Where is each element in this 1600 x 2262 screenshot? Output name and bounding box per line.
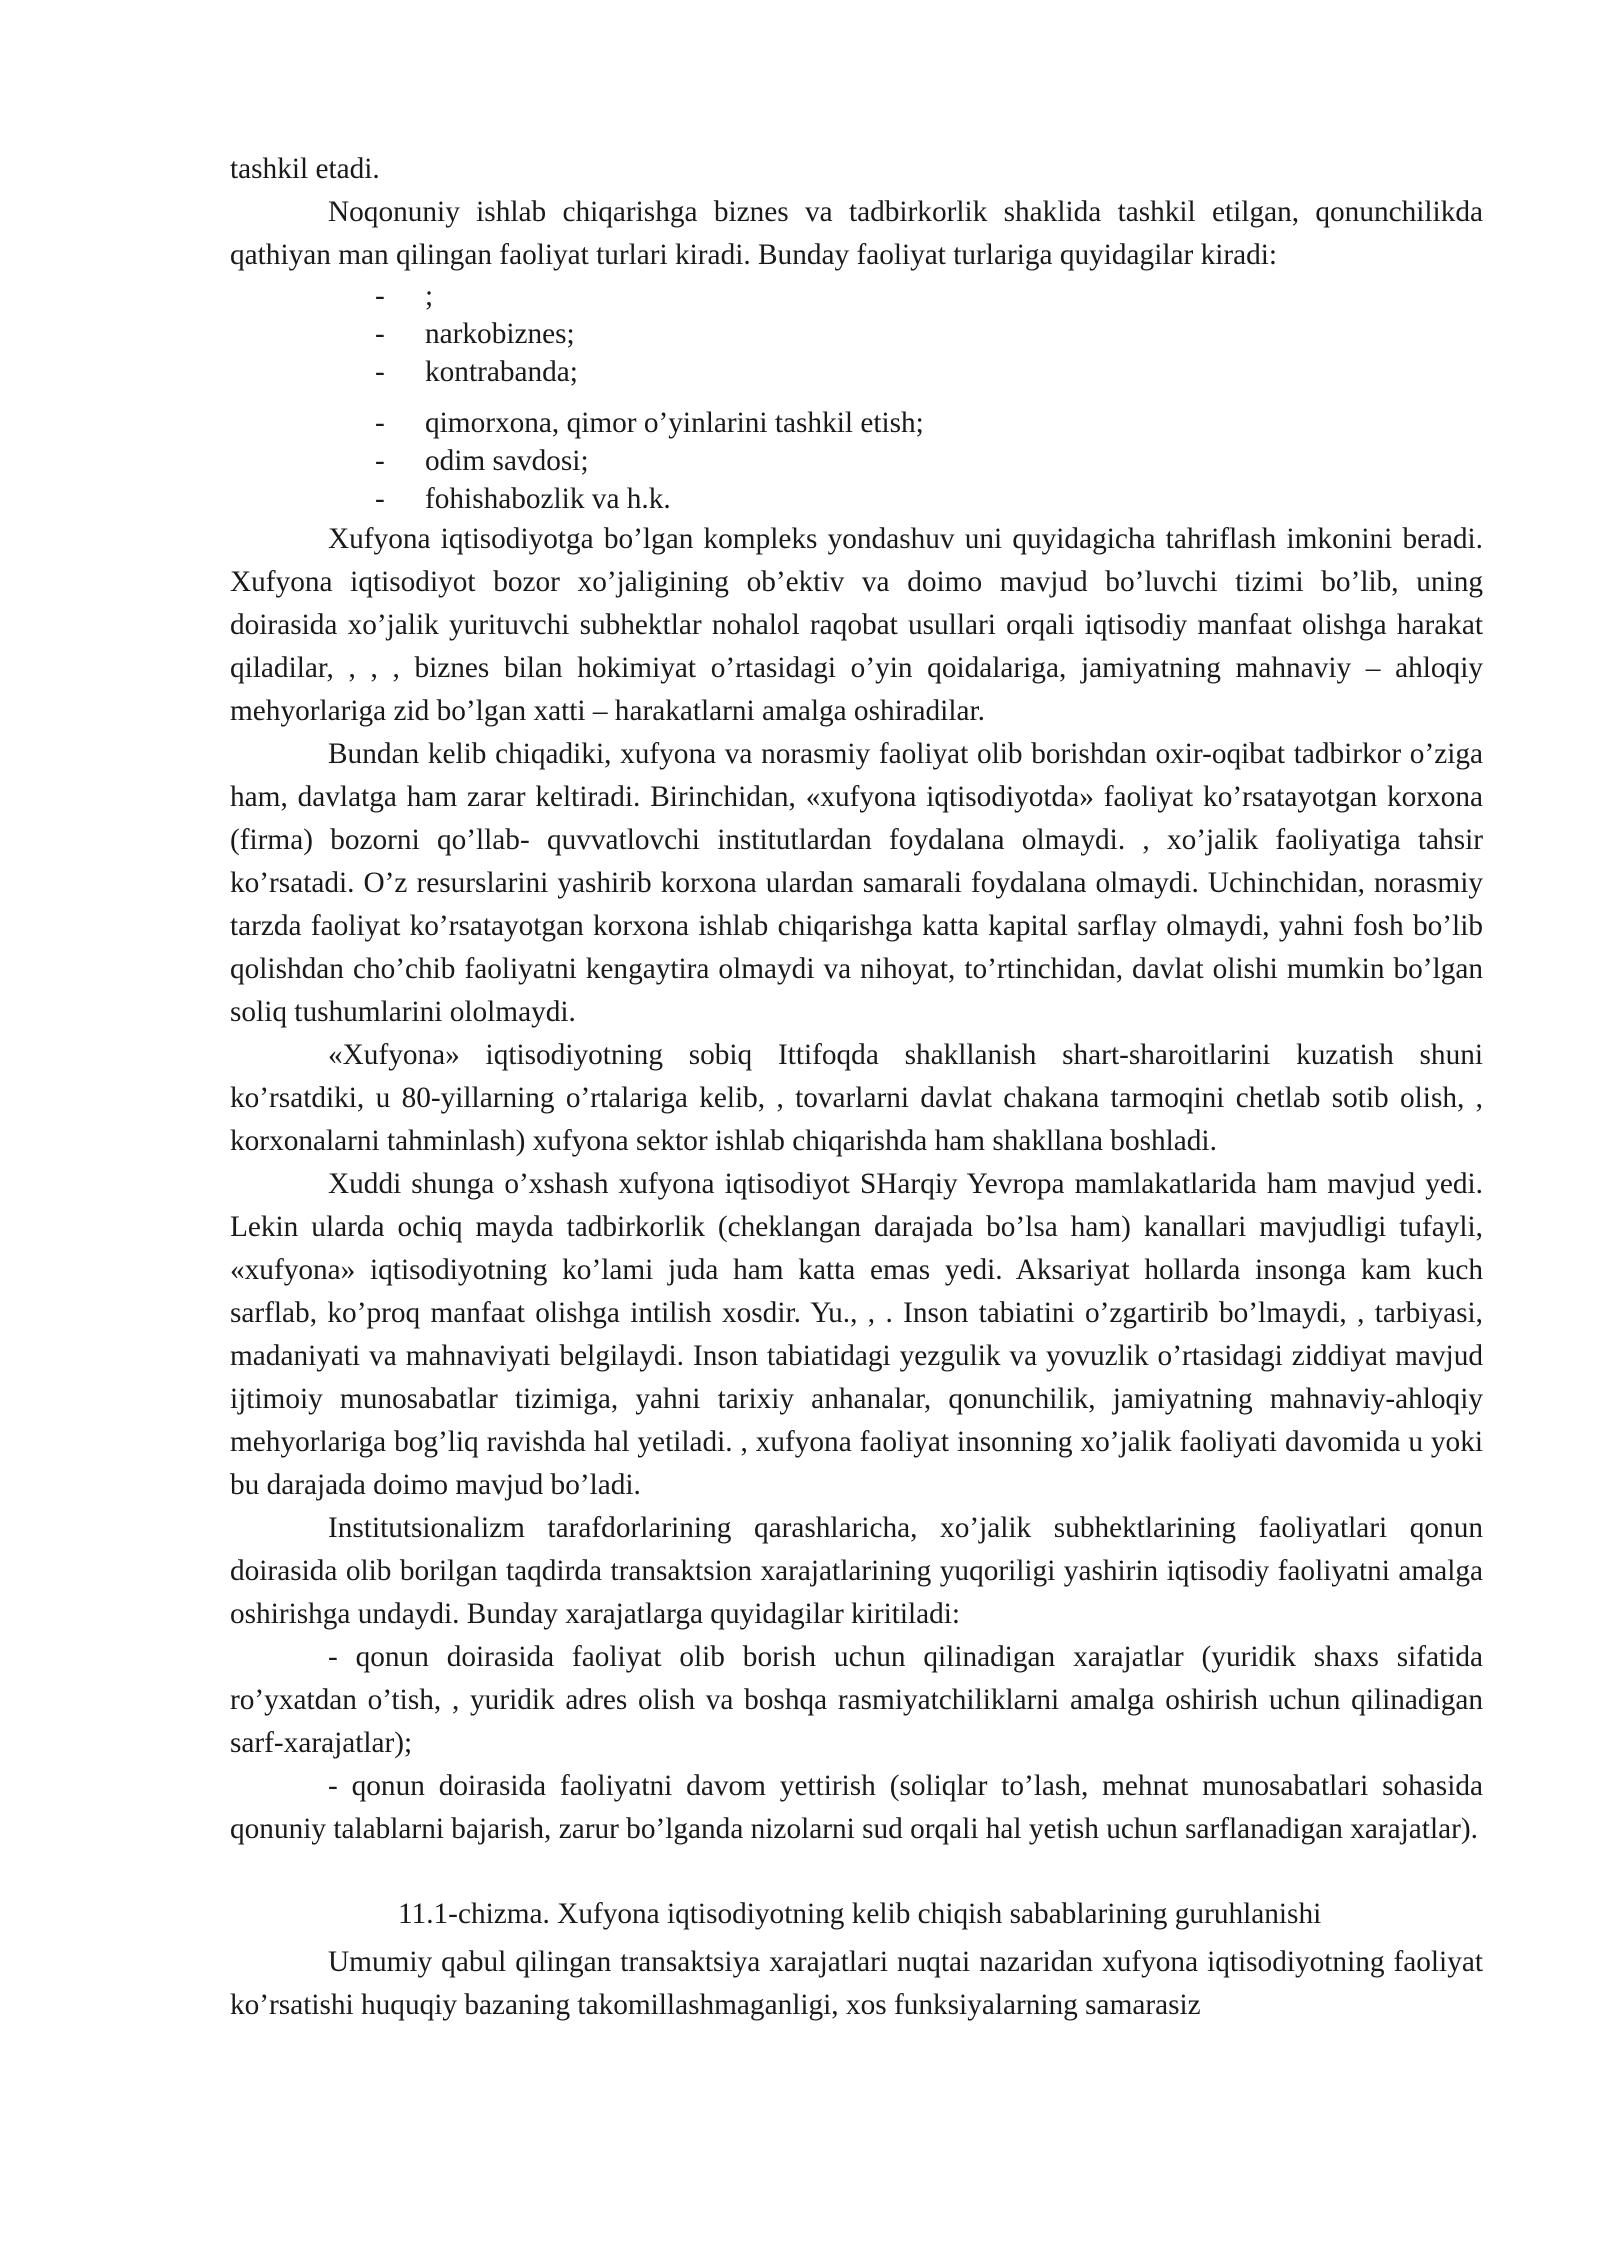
- paragraph-definition: Xufyona iqtisodiyotga bo’lgan kompleks yondashuv uni quyidagicha tahriflash imkonini beradi. Xufyona iqtisodiyot bozor xo’jaligining ob’ektiv va doimo mavjud bo’luvchi tizimi bo’lib, uning doirasida xo’jalik yurituvchi subhektlar nohalol raqobat usullari orqali iqtisodiy manfaat olishga harakat qiladilar, , , , biznes bilan hokimiyat o’rtasidagi o’yin qoidalariga, jamiyatning mahnaviy – ahloqiy mehyorlariga zid bo’lgan xatti – harakatlarni amalga oshiradilar.: [230, 523, 1483, 727]
- dash-bullet: -: [375, 445, 385, 477]
- paragraph-expense-legal: - qonun doirasida faoliyat olib borish uchun qilinadigan xarajatlar (yuridik shaxs sifatida ro’yxatdan o’tish, , yuridik adres olish va boshqa rasmiyatchiliklarni amalga oshirish uchun qilinadigan sarf-xarajatlar);: [230, 1641, 1483, 1759]
- paragraph-institutionalism: Institutsionalizm tarafdorlarining qarashlaricha, xo’jalik subhektlarining faoliyatlari qonun doirasida olib borilgan taqdirda transaktsion xarajatlarining yuqoriligi yashirin iqtisodiy faoliyatni amalga oshirishga undaydi. Bunday xarajatlarga quyidagilar kiritiladi:: [230, 1512, 1483, 1630]
- paragraph-expense-continuation: - qonun doirasida faoliyatni davom yettirish (soliqlar to’lash, mehnat munosabatlari sohasida qonuniy talablarni bajarish, zarur bo’lganda nizolarni sud orqali hal yetish uchun sarflanadigan xarajatlar).: [230, 1770, 1483, 1845]
- list-item: [230, 353, 1483, 391]
- text-line-continuation: tashkil etadi.: [230, 153, 380, 185]
- figure-caption: 11.1-chizma. Xufyona iqtisodiyotning kelib chiqish sabablarining guruhlanishi: [398, 1898, 1322, 1930]
- list-item-text: qimorxona, qimor o’yinlarini tashkil etish;: [425, 407, 924, 439]
- list-item-text: odim savdosi;: [425, 445, 589, 477]
- list-item-text: narkobiznes;: [425, 318, 575, 350]
- dash-bullet: -: [375, 356, 385, 388]
- paragraph-consequences: Bundan kelib chiqadiki, xufyona va norasmiy faoliyat olib borishdan oxir-oqibat tadbirkor o’ziga ham, davlatga ham zarar keltiradi. Birinchidan, «xufyona iqtisodiyotda» faoliyat ko’rsatayotgan korxona (firma) bozorni qo’llab- quvvatlovchi institutlardan foydalana olmaydi. , xo’jalik faoliyatiga tahsir ko’rsatadi. O’z resurslarini yashirib korxona ulardan samarali foydalana olmaydi. Uchinchidan, norasmiy tarzda faoliyat ko’rsatayotgan korxona ishlab chiqarishga katta kapital sarflay olmaydi, yahni fosh bo’lib qolishdan cho’chib faoliyatni kengaytira olmaydi va nihoyat, to’rtinchidan, davlat olishi mumkin bo’lgan soliq tushumlarini ololmaydi.: [230, 738, 1483, 1028]
- paragraph-illegal-production: Noqonuniy ishlab chiqarishga biznes va tadbirkorlik shaklida tashkil etilgan, qonunchilikda qathiyan man qilingan faoliyat turlari kiradi. Bunday faoliyat turlariga quyidagilar kiradi:: [230, 196, 1483, 271]
- dash-bullet: -: [375, 318, 385, 350]
- list-item: [230, 442, 1483, 480]
- paragraph-eastern-europe: Xuddi shunga o’xshash xufyona iqtisodiyot SHarqiy Yevropa mamlakatlarida ham mavjud yedi. Lekin ularda ochiq mayda tadbirkorlik (cheklangan darajada bo’lsa ham) kanallari mavjudligi tufayli, «xufyona» iqtisodiyotning ko’lami juda ham katta emas yedi. Aksariyat hollarda insonga kam kuch sarflab, ko’proq manfaat olishga intilish xosdir. Yu., , . Inson tabiatini o’zgartirib bo’lmaydi, , tarbiyasi, madaniyati va mahnaviyati belgilaydi. Inson tabiatidagi yezgulik va yovuzlik o’rtasidagi ziddiyat mavjud ijtimoiy munosabatlar tizimiga, yahni tarixiy anhanalar, qonunchilik, jamiyatning mahnaviy-ahloqiy mehyorlariga bog’liq ravishda hal yetiladi. , xufyona faoliyat insonning xo’jalik faoliyati davomida u yoki bu darajada doimo mavjud bo’ladi.: [230, 1168, 1483, 1501]
- dash-bullet: -: [375, 280, 385, 312]
- paragraph-soviet-union: «Xufyona» iqtisodiyotning sobiq Ittifoqda shakllanish shart-sharoitlarini kuzatish shuni ko’rsatdiki, u 80-yillarning o’rtalariga kelib, , tovarlarni davlat chakana tarmoqini chetlab sotib olish, , korxonalarni tahminlash) xufyona sektor ishlab chiqarishda ham shakllana boshladi.: [230, 1039, 1483, 1157]
- paragraph-transaction-costs: Umumiy qabul qilingan transaktsiya xarajatlari nuqtai nazaridan xufyona iqtisodiyotning faoliyat ko’rsatishi huquqiy bazaning takomillashmaganligi, xos funksiyalarning samarasiz: [230, 1946, 1483, 2021]
- list-item-text: fohishabozlik va h.k.: [425, 483, 671, 515]
- dash-bullet: -: [375, 407, 385, 439]
- list-item: [230, 277, 1483, 315]
- list-item: [230, 404, 1483, 442]
- list-item-text: kontrabanda;: [425, 356, 578, 388]
- dash-bullet: -: [375, 483, 385, 515]
- list-item: [230, 315, 1483, 353]
- list-item-text: ;: [425, 280, 434, 312]
- document-page: [230, 148, 1483, 2027]
- list-item: [230, 480, 1483, 518]
- illegal-activities-list: [230, 277, 1483, 518]
